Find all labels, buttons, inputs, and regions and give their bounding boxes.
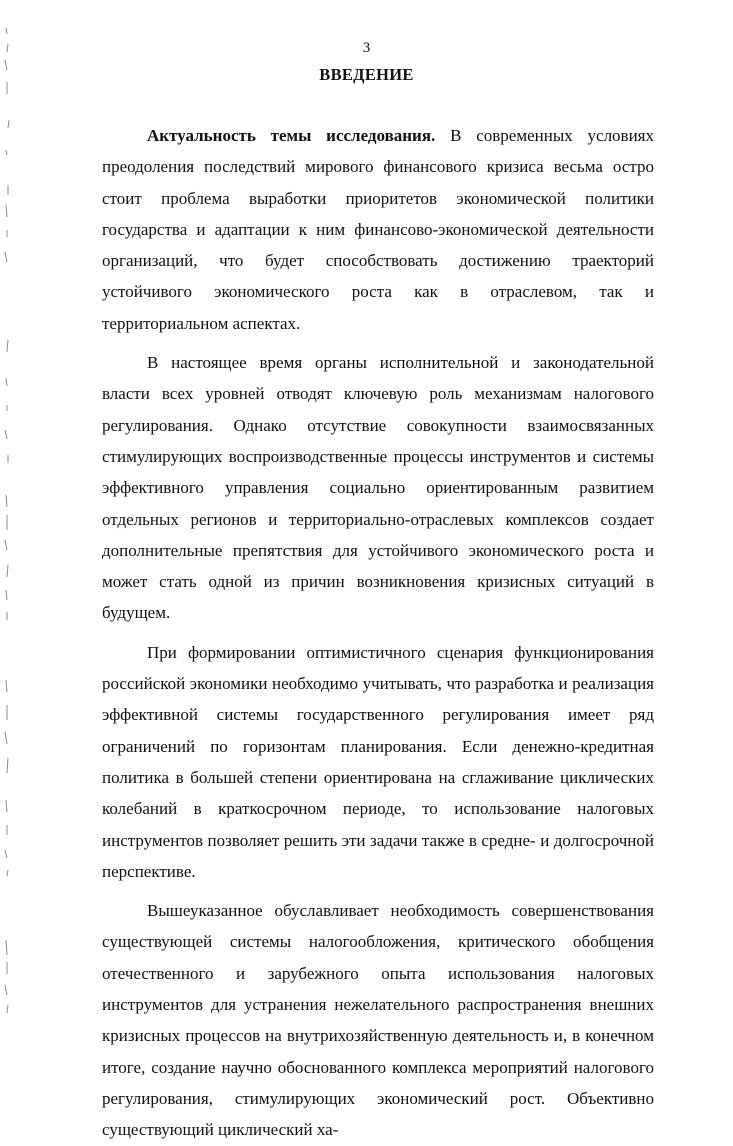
body-text bbox=[102, 120, 654, 1146]
paragraph-lead: Актуальность темы исследования. bbox=[147, 126, 436, 145]
paragraph-scenario: При формировании оптимистичного сценария функционирования российской экономики необходимо учитывать, что разработка и реализация эффективной системы государственного регулирования имеет ряд ограничений по горизонтам планирования. Если денежно-кредитная политика в большей степени ориентирована на сглаживание циклических колебаний в краткосрочном периоде, то использование налоговых инструментов позволяет решить эти задачи также в средне- и долгосрочной перспективе. bbox=[102, 642, 654, 881]
section-heading: ВВЕДЕНИЕ bbox=[319, 65, 414, 84]
paragraph-relevance bbox=[102, 120, 654, 339]
paragraph-authorities: В настоящее время органы исполнительной и законодательной власти всех уровней отводят ключевую роль механизмам налогового регулирования. Однако отсутствие совокупности взаимосвязанных стимулирующих воспроизводственные процессы инструментов и системы эффективного управления социально ориентированным развитием отдельных регионов и территориально-отраслевых комплексов создает дополнительные препятствия для устойчивого экономического роста и может стать одной из причин возникновения кризисных ситуаций в будущем. bbox=[102, 353, 654, 623]
scan-edge-marks bbox=[0, 0, 40, 1100]
page-number: 3 bbox=[362, 40, 371, 56]
paragraph-necessity: Вышеуказанное обуславливает необходимость совершенствования существующей системы налогообложения, критического обобщения отечественного и зарубежного опыта использования налоговых инструментов для устранения нежелательного распространения внешних кризисных процессов на внутрихозяйственную деятельность и, в конечном итоге, создание научно обоснованного комплекса мероприятий налогового регулирования, стимулирующих экономический рост. Объективно существующий циклический ха- bbox=[102, 901, 654, 1140]
paragraph-text: В современных условиях преодоления последствий мирового финансового кризиса весьма остро стоит проблема выработки приоритетов экономической политики государства и адаптации к ним финансово-экономической деятельности организаций, что будет способствовать достижению траекторий устойчивого экономического роста как в отраслевом, так и территориальном аспектах. bbox=[102, 126, 654, 333]
